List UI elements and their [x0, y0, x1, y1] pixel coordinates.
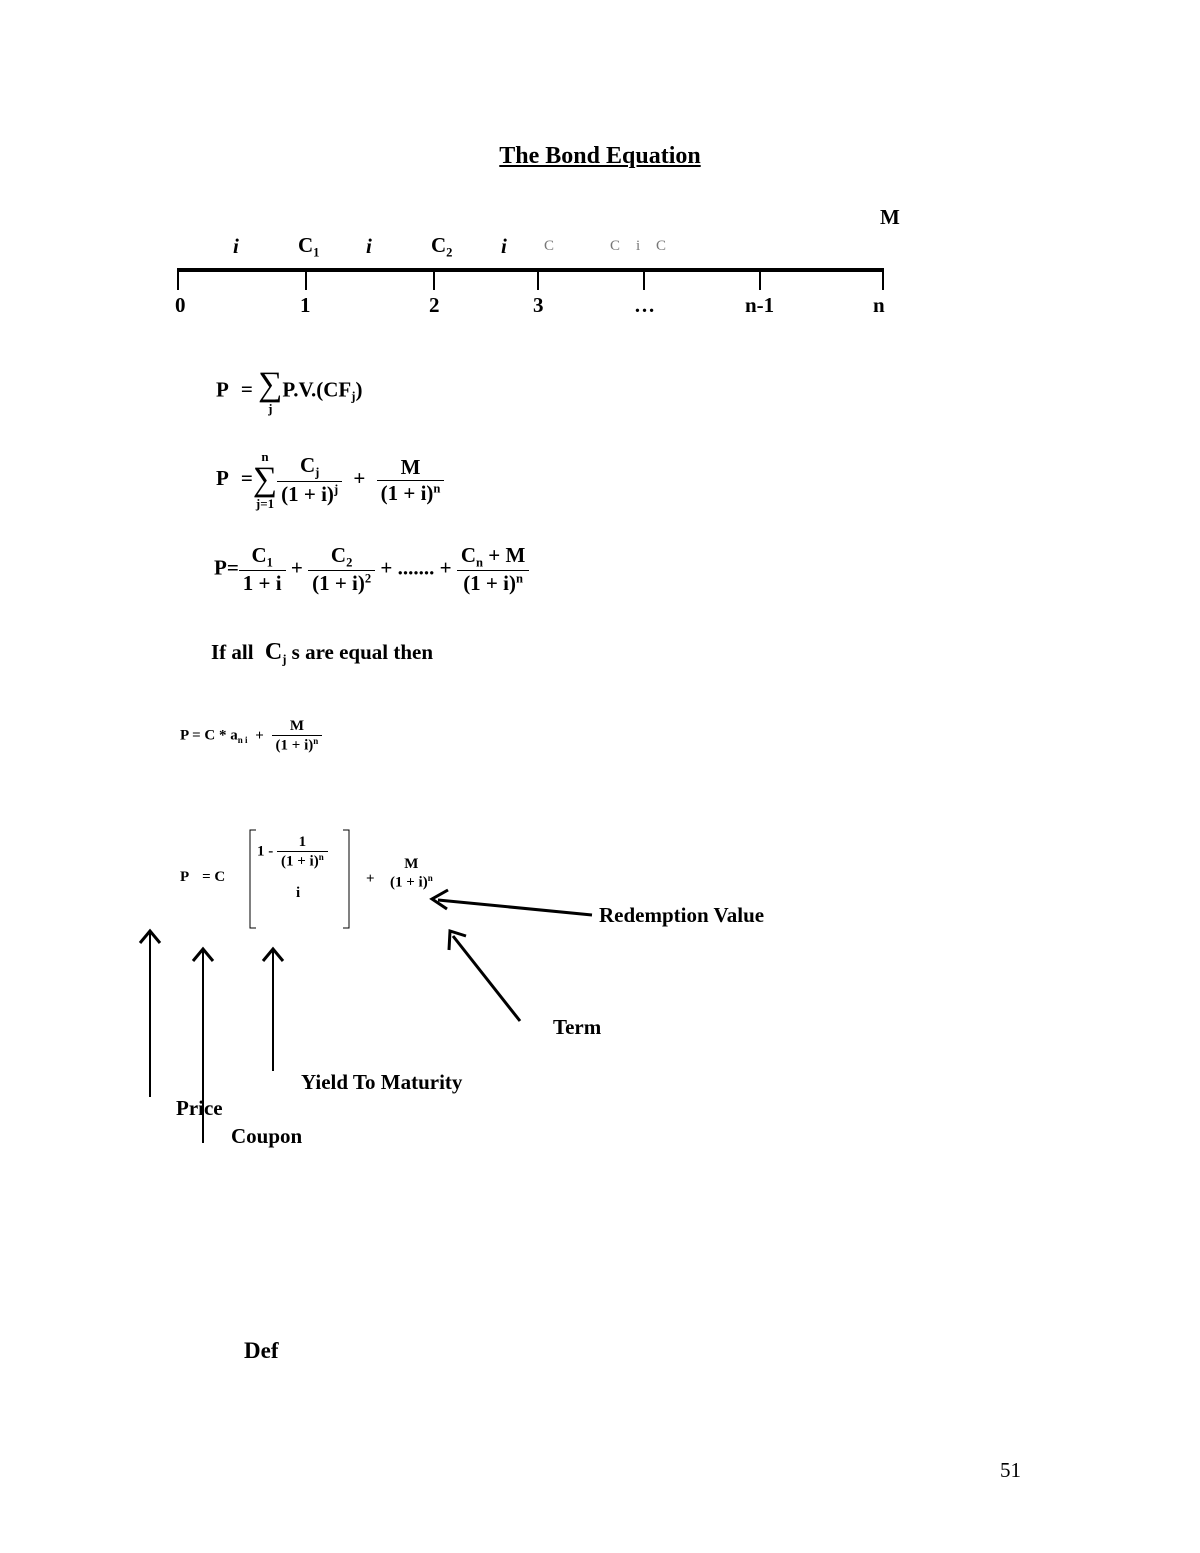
- coupon-label-1: $C_1$: [298, 233, 320, 260]
- tick-label: …: [634, 293, 655, 317]
- equation-2: P = n ∑ j=1 $\frac{C_j}{(1 + i)^j}$ + $\frac{M}{(1 + i)^n}$: [216, 450, 444, 510]
- equation-5-fraction: M $(1 + i)^n$: [390, 856, 433, 891]
- page-number: 51: [1000, 1458, 1021, 1482]
- eq5-left-bracket: [250, 830, 256, 928]
- yield-label: Yield To Maturity: [301, 1070, 463, 1094]
- coupon-faint: C: [610, 238, 621, 254]
- equation-5-lhs: P = C: [180, 869, 226, 885]
- equation-1: P = ∑ j $P.V.(CF_j)$: [216, 366, 363, 416]
- term-arrow: [453, 936, 520, 1021]
- eq5-right-bracket: [343, 830, 349, 928]
- rate-label: i: [366, 234, 372, 258]
- redemption-value-label: Redemption Value: [599, 903, 765, 927]
- tick-label: 3: [533, 293, 544, 317]
- page-title: The Bond Equation: [499, 143, 701, 169]
- maturity-label: M: [880, 205, 900, 229]
- equation-5-plus: +: [366, 871, 375, 887]
- coupon-label: Coupon: [231, 1124, 303, 1148]
- tick-label: 1: [300, 293, 311, 317]
- price-label: Price: [176, 1096, 223, 1120]
- tick-label: n: [873, 293, 885, 317]
- rate-label: i: [233, 234, 239, 258]
- equal-coupons-note: If all $C_j$ s are equal then: [211, 639, 434, 667]
- tick-label: 2: [429, 293, 440, 317]
- equation-3: P= $\frac{C_1}{1 + i}$ + $\frac{C_2}{(1 + i)^2}$ + ....... + $\frac{C_n + M}{(1 + i)^n}$: [214, 543, 529, 596]
- coupon-faint: C: [656, 238, 667, 254]
- redemption-arrow: [438, 900, 592, 915]
- tick-label: n-1: [745, 293, 775, 317]
- definition-label: Def: [244, 1338, 279, 1363]
- rate-faint: i: [636, 238, 641, 254]
- term-label: Term: [553, 1015, 602, 1039]
- equation-5-inner: 1 - $\frac{1}{(1 + i)^n}$: [257, 834, 328, 870]
- rate-label: i: [501, 234, 507, 258]
- coupon-label-2: $C_2$: [431, 233, 453, 260]
- coupon-faint: C: [544, 238, 555, 254]
- tick-label: 0: [175, 293, 186, 317]
- equation-4: $P = C * a_{n i}$ + $\frac{M}{(1 + i)^n}$: [180, 718, 322, 754]
- equation-5-bottom: i: [296, 885, 301, 901]
